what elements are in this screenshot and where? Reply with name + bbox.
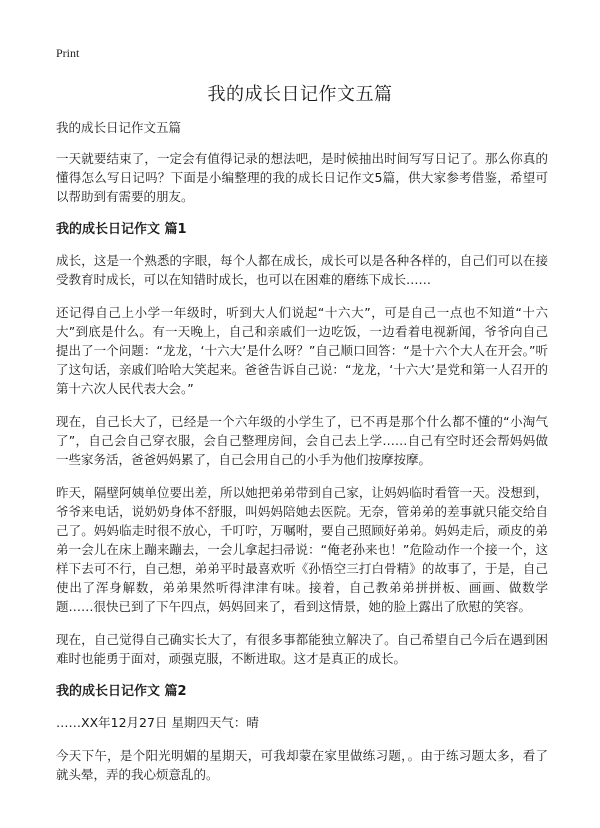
section1-paragraph: 现在，自己觉得自己确实长大了，有很多事都能独立解决了。自己希望自己今后在遇到困难时也能勇于面对，顽强克服，不断进取。这才是真正的成长。 (56, 632, 548, 666)
section1-paragraph: 成长，这是一个熟悉的字眼，每个人都在成长，成长可以是各种各样的，自己们可以在接受教育时成长，可以在知错时成长，也可以在困难的磨练下成长…… (56, 253, 548, 287)
document-subtitle: 我的成长日记作文五篇 (56, 120, 182, 135)
section1-paragraph: 昨天，隔壁阿姨单位要出差，所以她把弟弟带到自己家，让妈妈临时看管一天。没想到，爷爷来电话，说奶奶身体不舒服，叫妈妈陪她去医院。无奈，管弟弟的差事就只能交给自己了。妈妈临走时很不放心，千叮咛，万嘱咐，要自己照顾好弟弟。妈妈走后，顽皮的弟弟一会儿在床上蹦来蹦去，一会儿拿起扫帚说：“俺老孙来也！”危险动作一个接一个，这样下去可不行，自己想，弟弟平时最喜欢听《孙悟空三打白骨精》的故事了，于是，自己使出了浑身解数，弟弟果然听得津津有味。接着，自己教弟弟拼拼板、画画、做数学题……很快已到了下午四点，妈妈回来了，看到这情景，她的脸上露出了欣慰的笑容。 (56, 485, 548, 614)
section2-paragraph: 今天下午，是个阳光明媚的星期天，可我却蒙在家里做练习题，。由于练习题太多，看了就头晕，弄的我心烦意乱的。 (56, 748, 548, 782)
section-heading-1: 我的成长日记作文 篇1 (56, 222, 187, 237)
section2-paragraph: ……XX年12月27日 星期四天气：晴 (56, 715, 259, 730)
intro-paragraph: 一天就要结束了，一定会有值得记录的想法吧，是时候抽出时间写写日记了。那么你真的懂得怎么写日记吗？下面是小编整理的我的成长日记作文5篇，供大家参考借鉴，希望可以帮助到有需要的朋友。 (56, 151, 548, 204)
print-label: Print (56, 46, 80, 60)
document-title: 我的成长日记作文五篇 (207, 84, 393, 105)
section1-paragraph: 现在，自己长大了，已经是一个六年级的小学生了，已不再是那个什么都不懂的“小淘气了”，自己会自己穿衣服，会自己整理房间，会自己去上学……自己有空时还会帮妈妈做一些家务活，爸爸妈妈累了，自己会用自己的小手为他们按摩按摩。 (56, 414, 548, 467)
document-body (56, 118, 548, 798)
section-heading-2: 我的成长日记作文 篇2 (56, 684, 187, 699)
section1-paragraph: 还记得自己上小学一年级时，听到大人们说起“十六大”，可是自己一点也不知道“十六大”到底是什么。有一天晚上，自己和亲戚们一边吃饭，一边看着电视新闻，爷爷向自己提出了一个问题：“龙龙，‘十六大’是什么呀？”自己顺口回答：“是十六个大人在开会。”听了这句话，亲戚们哈哈大笑起来。爸爸告诉自己说：“龙龙，‘十六大’是党和第一人召开的第十六次人民代表大会。” (56, 305, 548, 396)
